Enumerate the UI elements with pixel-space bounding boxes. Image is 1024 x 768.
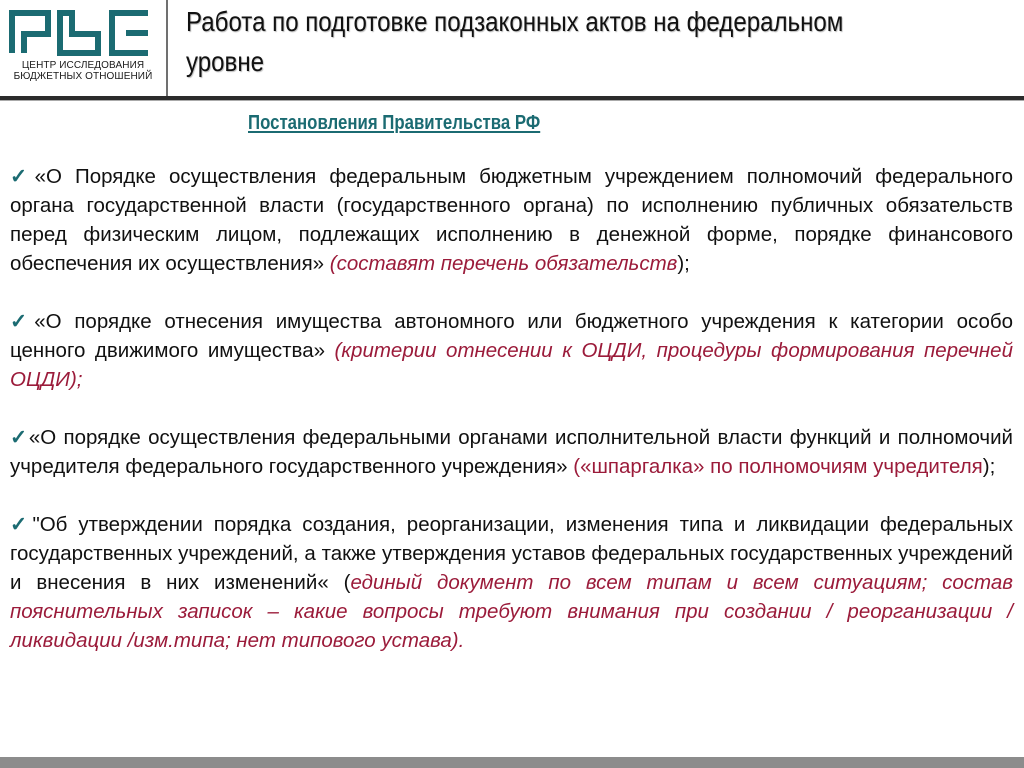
list-item [10,162,1013,278]
header-separator [166,0,168,96]
item-text: «О Порядке осуществления федеральным бюджетным учреждением полномочий федерального органа государственной власти (государственного органа) по исполнению публичных обязательств перед физическим лицом, подлежащих исполнению в денежной форме, порядке финансового обеспечения их осуществления» [10,165,1013,275]
section-subtitle: Постановления Правительства РФ [248,112,541,134]
item-note: единый документ по всем типам и всем ситуациям; состав пояснительных записок – какие вопросы требуют внимания при создании / реорганизации / ликвидации /изм.типа; нет типового устава). [10,571,1013,652]
item-text: «О порядке осуществления федеральными органами исполнительной власти функций и полномочий учредителя федерального государственного учреждения» [10,426,1013,478]
list-item [10,510,1013,655]
item-note: («шпаргалка» по полномочиям учредителя [573,455,983,478]
content [10,162,1013,684]
checkmark-icon: ✓ [10,426,29,449]
item-tail: ); [677,252,690,275]
item-text: «О порядке отнесения имущества автономного или бюджетного учреждения к категории особо ценного движимого имущества» [10,310,1014,362]
list-item [10,423,1013,481]
checkmark-icon: ✓ [10,310,35,333]
footer-bar [0,757,1024,768]
logo-caption-line1: ЦЕНТР ИССЛЕДОВАНИЯ [21,60,145,71]
item-text: "Об утверждении порядка создания, реорганизации, изменения типа и ликвидации федеральных государственных учреждений, а также утверждения уставов федеральных государственных учреждений и внесения в них изменений« ( [10,513,1013,594]
logo [0,0,165,96]
list-item [10,307,1013,394]
item-note: (составят перечень обязательств [329,252,678,275]
item-note: (критерии отнесении к ОЦДИ, процедуры формирования перечней ОЦДИ); [10,339,1013,391]
logo-caption-line2: БЮДЖЕТНЫХ ОТНОШЕНИЙ [13,71,153,82]
item-tail: ); [982,455,996,478]
checkmark-icon: ✓ [10,165,35,188]
logo-caption [2,60,164,82]
rbo-logo-icon [8,8,158,56]
checkmark-icon: ✓ [10,513,33,536]
page-title: Работа по подготовке подзаконных актов на федеральном уровне [186,6,844,77]
header [0,0,1024,96]
header-rule-shadow [0,100,1024,101]
